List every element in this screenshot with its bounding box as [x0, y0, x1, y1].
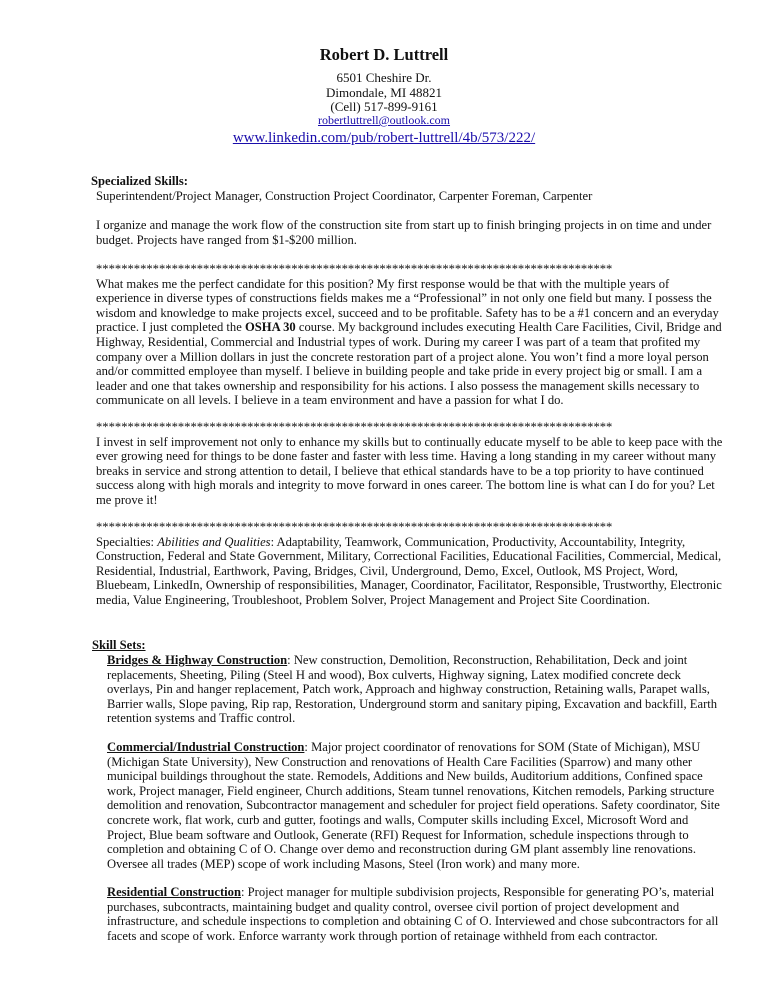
text-segment: : Major project coordinator of renovations for SOM (State of Michigan), MSU [304, 740, 701, 754]
text-segment: practice. I just completed the [96, 320, 245, 335]
text-line: ever growing need for things to be done faster and faster with less time. Having a long standing in my career without many [96, 449, 717, 464]
text-line: experience in diverse types of constructions fields makes me a “Professional” in not only one field but many. I possess the [96, 291, 712, 306]
text-segment: : Project manager for multiple subdivision projects, Responsible for generating PO’s, material [241, 885, 715, 899]
text-segment: : New construction, Demolition, Reconstruction, Rehabilitation, Deck and joint [287, 653, 688, 667]
roles-line: Superintendent/Project Manager, Construction Project Coordinator, Carpenter Foreman, Carpenter [96, 188, 593, 203]
text-line: What makes me the perfect candidate for this position? My first response would be that with the multiple years of [96, 276, 670, 291]
text-line [107, 885, 718, 900]
separator: ********************************************************************************** [96, 262, 613, 276]
text-line: I invest in self improvement not only to enhance my skills but to continually educate myself to be able to keep pace with the [96, 434, 723, 449]
specialized-skills-section [91, 174, 592, 203]
text-line [107, 653, 717, 668]
text-line: work, Project manager, Field engineer, Church additions, Steam tunnel renovations, Kitchen remodels, Parking structure [107, 783, 715, 798]
commercial-title: Commercial/Industrial Construction [107, 740, 305, 754]
text-line: budget. Projects have ranged from $1-$200 million. [96, 232, 357, 247]
skill-sets-heading [92, 638, 146, 653]
phone: (Cell) 517-899-9161 [330, 99, 438, 114]
text-line [96, 535, 722, 550]
text-line: success along with high morals and integrity to move forward in ones career. The bottom line is what can I do for you? Let [96, 478, 715, 493]
separator: ********************************************************************************** [96, 520, 613, 534]
linkedin-link[interactable]: www.linkedin.com/pub/robert-luttrell/4b/573/222/ [232, 130, 536, 146]
specialties-paragraph [96, 520, 722, 608]
skill-sets-title: Skill Sets: [92, 638, 146, 652]
specialized-skills-heading: Specialized Skills: [91, 174, 188, 188]
candidate-name: Robert D. Luttrell [319, 45, 449, 64]
text-line: Bluebeam, LinkedIn, Ownership of responsibilities, Manager, Coordinator, Facilitator, Responsible, Trustworthy, Electronic [96, 578, 722, 593]
text-line: leader and one that takes ownership and responsibility for his actions. I also possess the management skills necessary to [96, 378, 700, 393]
intro-paragraph [96, 218, 711, 247]
text-line: Barrier walls, Slope paving, Rip rap, Restoration, Underground storm and sanitary piping, Excavation and backfill, Earth [107, 696, 718, 711]
text-segment: : Adaptability, Teamwork, Communication, Productivity, Accountability, Integrity, [270, 534, 686, 549]
text-line: breaks in service and strong attention to detail, I believe that ethical standards have to be a top priority to have continued [96, 463, 704, 478]
residential-section [107, 885, 718, 943]
text-line: Construction, Federal and State Government, Military, Correctional Facilities, Educational Facilities, Commercial, Medical, [96, 549, 722, 564]
text-line [96, 320, 722, 335]
text-line [107, 740, 720, 755]
text-line: purchases, subcontracts, maintaining budget and quality control, oversee civil portion of project development and [107, 899, 680, 914]
perfect-candidate-paragraph [96, 262, 722, 408]
address-street: 6501 Cheshire Dr. [336, 70, 432, 85]
text-line: replacements, Sheeting, Piling (Steel H and wood), Box culverts, Highway signing, Latex modified concrete deck [107, 667, 681, 682]
bridges-highway-section [107, 653, 717, 726]
text-line: communicate on all levels. I believe in a team environment and have a passion for what I do. [96, 393, 564, 408]
text-line: and/or committed employee than myself. I believe in building people and take pride in every project big or small. I am a [96, 364, 703, 379]
email-link[interactable]: robertluttrell@outlook.com [317, 113, 451, 127]
text-line: Highway, Residential, Commercial and Industrial types of work. During my career I was part of a team that profited my [96, 334, 701, 349]
text-line: media, Value Engineering, Troubleshoot, Problem Solver, Project Management and Project Site Coordination. [96, 592, 651, 607]
residential-title: Residential Construction [107, 885, 241, 899]
commercial-industrial-section [107, 740, 720, 871]
text-line: Project, Blue beam software and Outlook, Generate (RFI) Request for Information, schedule inspections through to [107, 827, 689, 842]
text-line: company over a Million dollars in just the concrete restoration part of a project alone. You won’t find a more loyal person [96, 349, 709, 364]
text-line: me prove it! [96, 492, 158, 507]
text-line: I organize and manage the work flow of the construction site from start up to finish bringing projects in on time and under [96, 218, 712, 232]
specialties-label: Specialties: [96, 534, 158, 549]
text-line: demolition and renovation, Subcontractor management and scheduler for project field operations. Safety coordinator, Site [107, 798, 720, 813]
bridges-title: Bridges & Highway Construction [107, 653, 288, 667]
separator: ********************************************************************************** [96, 420, 613, 434]
text-line: municipal buildings throughout the state. Remodels, Additions and New builds, Auditorium additions, Confined space [107, 769, 703, 784]
text-line: overlays, Pin and hanger replacement, Patch work, Approach and highway construction, Retaining walls, Parapet walls, [107, 682, 710, 697]
address-city: Dimondale, MI 48821 [326, 85, 442, 100]
text-line: wisdom and knowledge to make projects excel, succeed and to be profitable. Safety has to be a #1 concern and an everyday [96, 305, 719, 320]
text-line: infrastructure, and schedule inspections to completion and obtaining C of O. Interviewed and chose subcontractors for all [107, 914, 719, 929]
text-segment: course. My background includes executing Health Care Facilities, Civil, Bridge and [295, 320, 722, 335]
text-line: (Michigan State University), New Construction and renovations of Health Care Facilities (Sparrow) and many other [107, 754, 693, 769]
text-line: Residential, Industrial, Earthwork, Paving, Bridges, Civil, Underground, Demo, Excel, Outlook, MS Project, Word, [96, 563, 678, 578]
text-line: completion and obtaining C of O. Change over demo and reconstruction during GM plant assembly line renovations. [107, 842, 696, 857]
abilities-italic: Abilities and Qualities [157, 534, 271, 549]
osha-30-bold: OSHA 30 [244, 320, 296, 335]
self-improvement-paragraph [96, 420, 722, 508]
text-line: concrete work, flat work, curb and gutter, footings and walls, Computer skills including Excel, Microsoft Word and [107, 812, 689, 827]
text-line: facets and scope of work. Enforce warranty work through portion of retainage withheld from each contractor. [107, 928, 658, 943]
text-line: Oversee all trades (MEP) scope of work including Masons, Steel (Iron work) and many more. [107, 856, 580, 871]
text-line: retention systems and Traffic control. [107, 711, 296, 726]
